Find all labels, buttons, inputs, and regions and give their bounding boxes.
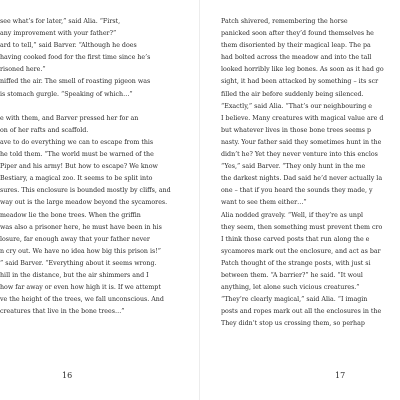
text-line: want to see them either…” <box>221 199 307 207</box>
text-line: They didn’t stop us crossing them, so perhap <box>221 320 365 328</box>
text-line <box>0 101 200 113</box>
left-page-number: 16 <box>62 371 73 380</box>
text-line: on of her rafts and scaffold. <box>0 126 89 134</box>
text-line: was also a prisoner here, he must have been in his <box>0 223 162 231</box>
text-line: sight, it had been attacked by something – its scr <box>221 78 379 86</box>
text-line: they seem, then something must prevent them cro <box>221 223 383 231</box>
text-line: ave to do everything we can to escape from this <box>0 138 154 146</box>
text-line: nasty. Your father said they sometimes hunt in the <box>221 138 382 146</box>
text-line: but whatever lives in those bone trees seems p <box>221 126 372 134</box>
text-line: looked horribly like leg bones. As soon as it had go <box>221 66 384 74</box>
text-line: posts and ropes mark out all the enclosures in the <box>221 308 382 316</box>
text-line: Piper and his army! But how to escape? We know <box>0 163 158 171</box>
text-line: hill in the distance, but the air shimmers and I <box>0 271 149 279</box>
text-line: losure, far enough away that your father never <box>0 235 150 243</box>
text-line: see what’s for later,” said Alia. “First, <box>0 18 121 25</box>
text-line: Patch thought of the strange posts, with just si <box>221 259 371 267</box>
text-line: between them. “A barrier?” he said. “It woul <box>221 271 363 279</box>
text-line: I think those carved posts that run along the e <box>221 235 370 243</box>
text-line: creatures that live in the bone trees…” <box>0 308 125 316</box>
text-line: e with them, and Barver pressed her for an <box>0 114 139 122</box>
text-line: he told them. “The world must be warned of the <box>0 151 154 159</box>
text-line: the darkest nights. Dad said he’d never actually la <box>221 175 383 183</box>
text-line: “Yes,” said Barver. “They only hunt in the me <box>221 163 366 171</box>
text-line: is stomach gurgle. “Speaking of which…” <box>0 90 133 98</box>
text-line: sycamores mark out the enclosure, and act as bar <box>221 247 381 255</box>
text-line: meadow lie the bone trees. When the griffin <box>0 211 141 219</box>
text-line: how far away or even how high it is. If we attempt <box>0 284 161 292</box>
text-line: them disoriented by their magical leap. The pa <box>221 42 371 50</box>
text-line: Patch shivered, remembering the horse <box>221 18 348 25</box>
text-line: ve the height of the trees, we fall unconscious. And <box>0 296 164 304</box>
text-line: Alia nodded gravely. “Well, if they’re as unpl <box>221 211 364 219</box>
text-line: way out is the large meadow beyond the sycamores. <box>0 199 168 207</box>
text-line: panicked soon after they’d found themselves he <box>221 30 374 38</box>
text-line: didn’t he? Yet they never venture into this enclos <box>221 151 378 159</box>
text-line: anything, let alone such vicious creatures.” <box>221 284 360 292</box>
text-line: “Exactly,” said Alia. “That’s our neighbouring e <box>221 102 372 110</box>
text-line: filled the air before suddenly being silenced. <box>221 90 364 98</box>
right-page-number: 17 <box>335 371 346 380</box>
right-page <box>200 0 400 400</box>
text-line: one – that if you heard the sounds they made, y <box>221 187 373 195</box>
text-line: ard to tell,” said Barver. “Although he does <box>0 42 137 50</box>
text-line: n cry out. We have no idea how big this prison is!” <box>0 247 161 255</box>
left-page-text <box>0 16 200 318</box>
text-line: sures. This enclosure is bounded mostly by cliffs, and <box>0 187 171 195</box>
text-line: had bolted across the meadow and into the tall <box>221 54 372 62</box>
text-line: having cooked food for the first time since he’s <box>0 54 151 62</box>
right-page-text <box>200 16 400 330</box>
text-line: any improvement with your father?” <box>0 30 117 38</box>
text-line: ” said Barver. “Everything about it seems wrong. <box>0 259 157 267</box>
text-line: niffed the air. The smell of roasting pigeon was <box>0 78 151 86</box>
text-line: I believe. Many creatures with magical value are d <box>221 114 384 122</box>
text-line: “They’re clearly magical,” said Alia. “I imagin <box>221 296 368 304</box>
text-line: Bestiary, a magical zoo. It seems to be split into <box>0 175 153 183</box>
text-line: risoned here.” <box>0 66 46 74</box>
